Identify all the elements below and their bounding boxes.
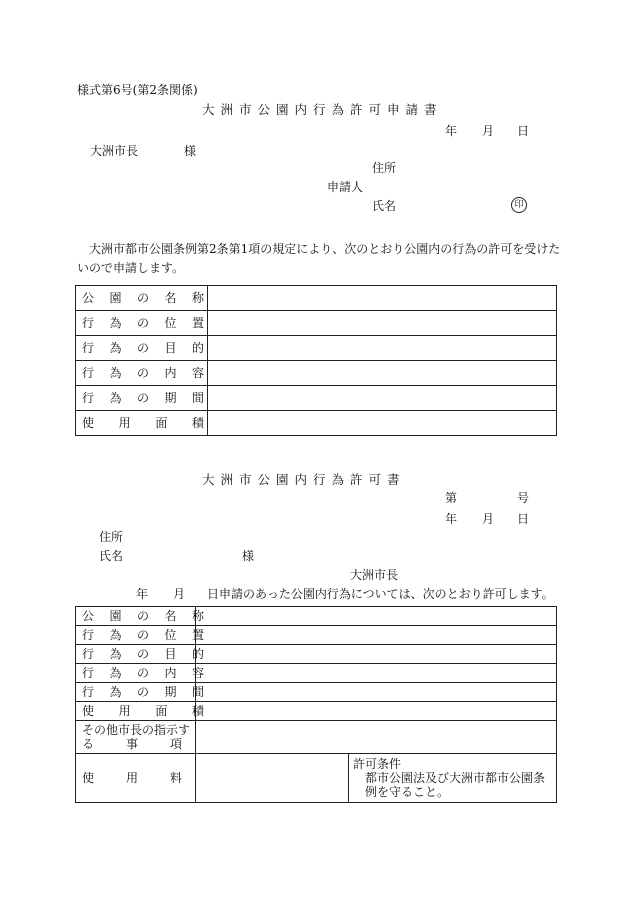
permit-row-4-value[interactable] — [196, 683, 557, 702]
table-row — [76, 754, 557, 803]
application-table — [75, 285, 557, 436]
permit-address-label: 住所 — [99, 530, 124, 544]
permit-other-line2: る 事 項 — [82, 737, 182, 751]
permit-row-0-label: 公 園 の 名 称 — [76, 607, 196, 626]
application-title: 大洲市公園内行為許可申請書 — [202, 102, 443, 117]
table-row — [76, 626, 557, 645]
application-date-day: 日 — [517, 124, 530, 138]
seal-mark: 印 — [511, 197, 527, 213]
table-row — [76, 702, 557, 721]
permit-fee-label: 使 用 料 — [76, 754, 196, 803]
permit-row-2-value[interactable] — [196, 645, 557, 664]
application-row-2-label: 行 為 の 目 的 — [76, 336, 208, 361]
application-body-line2: いので申請します。 — [77, 261, 185, 275]
permit-other-value[interactable] — [196, 721, 557, 754]
permit-date-day: 日 — [517, 512, 530, 526]
permit-issuer: 大洲市長 — [350, 568, 399, 582]
table-row — [76, 361, 557, 386]
permit-number-suffix: 号 — [517, 491, 530, 505]
application-row-4-value[interactable] — [208, 386, 557, 411]
permit-row-4-label: 行 為 の 期 間 — [76, 683, 196, 702]
application-row-1-value[interactable] — [208, 311, 557, 336]
application-row-5-label: 使 用 面 積 — [76, 411, 208, 436]
permit-number-label: 第 — [445, 491, 458, 505]
permit-title: 大洲市公園内行為許可書 — [202, 472, 406, 487]
applicant-address-label: 住所 — [372, 161, 397, 175]
permit-condition-title: 許可条件 — [353, 757, 402, 771]
applicant-label: 申請人 — [327, 180, 364, 194]
permit-statement: 日申請のあった公園内行為については、次のとおり許可します。 — [207, 587, 554, 601]
form-number: 様式第6号(第2条関係) — [77, 83, 198, 97]
permit-row-0-value[interactable] — [196, 607, 557, 626]
permit-honorific: 様 — [242, 549, 255, 563]
permit-date-month: 月 — [482, 512, 495, 526]
permit-condition-line2: 例を守ること。 — [365, 785, 450, 799]
permit-row-1-value[interactable] — [196, 626, 557, 645]
table-row — [76, 683, 557, 702]
permit-date-year: 年 — [445, 512, 458, 526]
addressee: 大洲市長 — [90, 144, 139, 158]
permit-statement-year: 年 — [136, 587, 149, 601]
application-row-3-value[interactable] — [208, 361, 557, 386]
permit-other-line1: その他市長の指示す — [82, 723, 191, 737]
permit-row-3-label: 行 為 の 内 容 — [76, 664, 196, 683]
table-row — [76, 645, 557, 664]
application-date-year: 年 — [445, 124, 458, 138]
permit-row-5-label: 使 用 面 積 — [76, 702, 196, 721]
application-row-0-label: 公 園 の 名 称 — [76, 286, 208, 311]
permit-conditions — [349, 754, 557, 803]
table-row — [76, 286, 557, 311]
application-date-month: 月 — [482, 124, 495, 138]
permit-row-5-value[interactable] — [196, 702, 557, 721]
table-row — [76, 607, 557, 626]
permit-row-3-value[interactable] — [196, 664, 557, 683]
addressee-honorific: 様 — [184, 144, 197, 158]
permit-other-label — [76, 721, 196, 754]
permit-row-2-label: 行 為 の 目 的 — [76, 645, 196, 664]
application-row-4-label: 行 為 の 期 間 — [76, 386, 208, 411]
permit-fee-value[interactable] — [196, 754, 349, 803]
application-row-5-value[interactable] — [208, 411, 557, 436]
application-body-line1: 大洲市都市公園条例第2条第1項の規定により、次のとおり公園内の行為の許可を受けた — [89, 242, 561, 256]
table-row — [76, 386, 557, 411]
permit-statement-month: 月 — [173, 587, 186, 601]
table-row — [76, 721, 557, 754]
table-row — [76, 664, 557, 683]
table-row — [76, 411, 557, 436]
application-row-3-label: 行 為 の 内 容 — [76, 361, 208, 386]
permit-table — [75, 606, 557, 803]
application-row-2-value[interactable] — [208, 336, 557, 361]
permit-condition-line1: 都市公園法及び大洲市都市公園条 — [365, 771, 546, 785]
table-row — [76, 336, 557, 361]
applicant-name-label: 氏名 — [372, 199, 397, 213]
permit-name-label: 氏名 — [99, 549, 124, 563]
application-row-1-label: 行 為 の 位 置 — [76, 311, 208, 336]
table-row — [76, 311, 557, 336]
application-row-0-value[interactable] — [208, 286, 557, 311]
permit-row-1-label: 行 為 の 位 置 — [76, 626, 196, 645]
